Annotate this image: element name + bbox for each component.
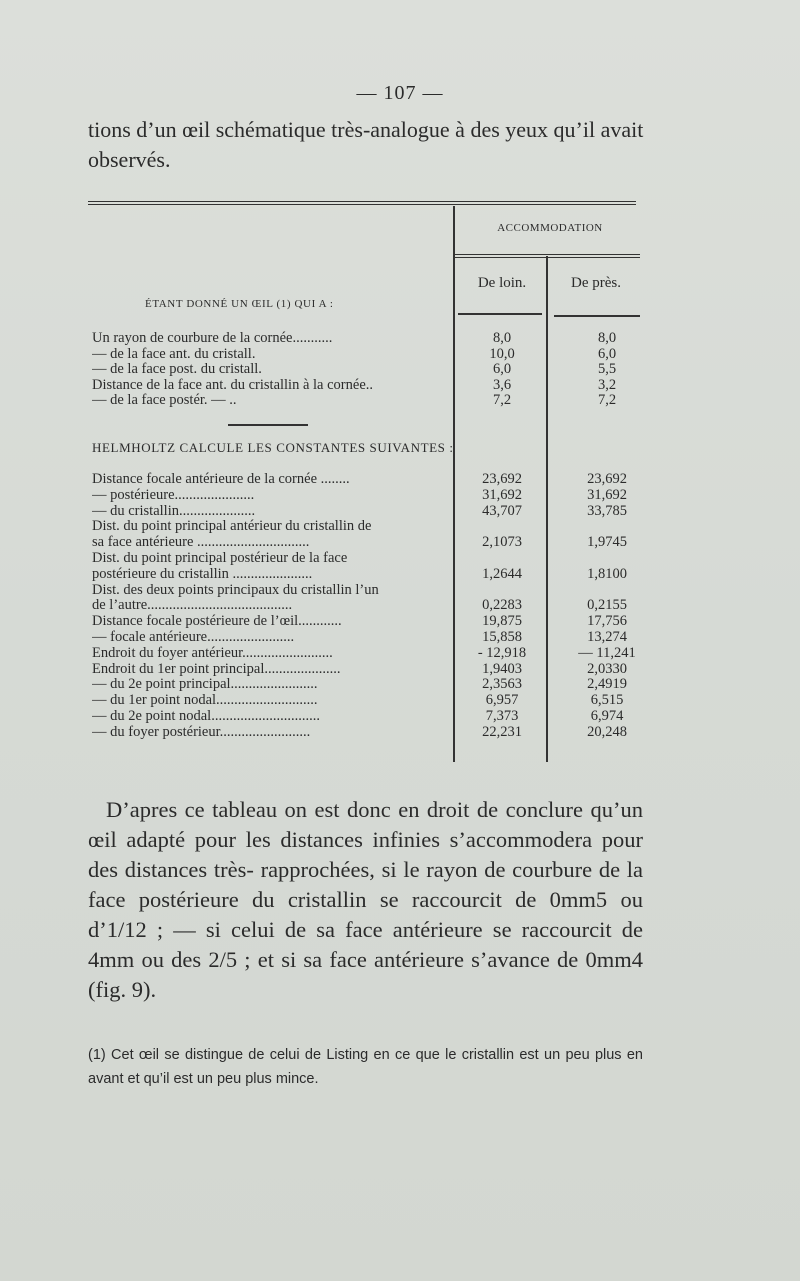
row-label: — de la face ant. du cristall. [92, 345, 256, 362]
row-label: — du 2e point principal........................ [92, 676, 318, 693]
row-label: — du 2e point nodal.............................. [92, 708, 320, 724]
page-number: — 107 — [356, 82, 444, 104]
value-de-loin: 2,3563 [482, 676, 522, 693]
row-label: Un rayon de courbure de la cornée........... [92, 330, 333, 346]
row-label: — de la face postér. — .. [92, 392, 237, 408]
value-de-pres: 17,756 [587, 613, 627, 630]
table-row [92, 708, 786, 724]
table-row [92, 597, 786, 613]
accom-rule-2 [455, 257, 640, 258]
intro-text: tions d’un œil schématique très-analogue à des yeux qu’il avait observés. [88, 117, 644, 172]
value-de-loin: 7,373 [485, 708, 519, 724]
value-de-pres: 6,0 [597, 345, 617, 362]
value-de-loin: 31,692 [482, 486, 522, 503]
col2-underline [554, 315, 640, 317]
table-row [92, 534, 786, 550]
table-row [92, 645, 786, 661]
accommodation-header: ACCOMMODATION [497, 222, 603, 234]
value-de-pres: 1,9745 [587, 534, 627, 551]
table-row [92, 661, 786, 677]
row-label: Distance focale postérieure de l’œil............ [92, 613, 342, 630]
row-label: — du foyer postérieur......................... [92, 723, 311, 740]
value-de-pres: 23,692 [587, 471, 627, 487]
table-row [92, 629, 786, 645]
col1-underline [458, 313, 542, 315]
value-de-loin: 3,6 [492, 376, 512, 393]
table-row [92, 392, 786, 408]
section-separator [228, 424, 308, 426]
table-top-rule [88, 201, 636, 202]
table-row [92, 330, 786, 346]
value-de-pres: — 11,241 [578, 644, 636, 661]
row-label: Distance de la face ant. du cristallin à la cornée.. [92, 376, 374, 393]
col-de-loin: De loin. [477, 275, 527, 291]
value-de-pres: 2,0330 [587, 660, 627, 677]
table-row [92, 346, 786, 362]
table-row [92, 487, 786, 503]
value-de-pres: 2,4919 [587, 676, 627, 693]
row-label: — de la face post. du cristall. [92, 361, 262, 377]
row-header: ÉTANT DONNÉ UN ŒIL (1) QUI A : [145, 298, 334, 310]
footnote: (1) Cet œil se distingue de celui de Listing en ce que le cristallin est un peu plus en avant et qu’il est un peu plus mince. [88, 1047, 643, 1087]
value-de-loin: 22,231 [482, 723, 522, 740]
value-de-loin: 15,858 [482, 629, 522, 645]
col-de-pres: De près. [571, 275, 621, 291]
value-de-loin: 1,9403 [482, 660, 522, 677]
table-row [92, 582, 786, 598]
value-de-pres: 1,8100 [587, 565, 627, 582]
table-row [92, 518, 786, 534]
row-label: de l’autre........................................ [92, 597, 293, 614]
value-de-loin: 6,957 [485, 692, 519, 709]
row-label: postérieure du cristallin ...................... [92, 565, 313, 582]
value-de-loin: 19,875 [482, 613, 522, 630]
row-label: — focale antérieure........................ [92, 629, 295, 645]
value-de-pres: 6,515 [590, 692, 624, 709]
value-de-loin: 8,0 [492, 330, 512, 346]
value-de-pres: 8,0 [597, 330, 617, 346]
value-de-loin: 1,2644 [482, 565, 522, 582]
value-de-loin: 10,0 [489, 345, 515, 362]
value-de-pres: 3,2 [597, 376, 617, 393]
value-de-loin: 43,707 [482, 502, 522, 519]
row-label: Endroit du foyer antérieur......................... [92, 644, 333, 661]
value-de-loin: - 12,918 [477, 644, 527, 661]
value-de-loin: 0,2283 [482, 597, 522, 614]
row-label: Distance focale antérieure de la cornée ........ [92, 471, 350, 487]
table-row [92, 724, 786, 740]
table-row [92, 676, 786, 692]
accom-rule [455, 254, 640, 255]
table-row [92, 361, 786, 377]
value-de-pres: 33,785 [587, 502, 627, 519]
value-de-pres: 7,2 [597, 392, 617, 408]
value-de-pres: 6,974 [590, 708, 624, 724]
row-label: — postérieure...................... [92, 486, 255, 503]
value-de-loin: 7,2 [492, 392, 512, 408]
value-de-loin: 6,0 [492, 361, 512, 377]
table-row [92, 503, 786, 519]
body-paragraph-text: D’apres ce tableau on est donc en droit de conclure qu’un œil adapté pour les distances infinies s’accommodera pour des distances très- rapprochées, si le rayon de courbure de la face postérieure du cristallin se raccourcit de 0mm5 ou d’1/12 ; — si celui de sa face antérieure se raccourcit de 4mm ou des 2/5 ; et si sa face antérieure s’avance de 0mm4 (fig. 9). [88, 797, 643, 1002]
table-row [92, 471, 786, 487]
value-de-pres: 13,274 [587, 629, 627, 645]
row-label: — du cristallin..................... [92, 502, 256, 519]
value-de-loin: 23,692 [482, 471, 522, 487]
table-row [92, 566, 786, 582]
value-de-pres: 31,692 [587, 486, 627, 503]
section-title: HELMHOLTZ CALCULE LES CONSTANTES SUIVANTES : [92, 440, 454, 455]
table-row [92, 377, 786, 393]
row-label: Dist. du point principal postérieur de la face [92, 550, 348, 566]
row-label: — du 1er point nodal............................ [92, 692, 318, 709]
row-label: sa face antérieure ............................... [92, 534, 310, 551]
row-label: Endroit du 1er point principal..................... [92, 660, 341, 677]
value-de-pres: 0,2155 [587, 597, 627, 614]
row-label: Dist. des deux points principaux du cristallin l’un [92, 581, 379, 598]
value-de-loin: 2,1073 [482, 534, 522, 551]
table-top-rule-2 [88, 204, 636, 205]
value-de-pres: 5,5 [597, 361, 617, 377]
table-row [92, 613, 786, 629]
row-label: Dist. du point principal antérieur du cristallin de [92, 518, 372, 535]
body-paragraph [88, 795, 643, 1005]
table-row [92, 550, 786, 566]
table-row [92, 692, 786, 708]
value-de-pres: 20,248 [587, 723, 627, 740]
